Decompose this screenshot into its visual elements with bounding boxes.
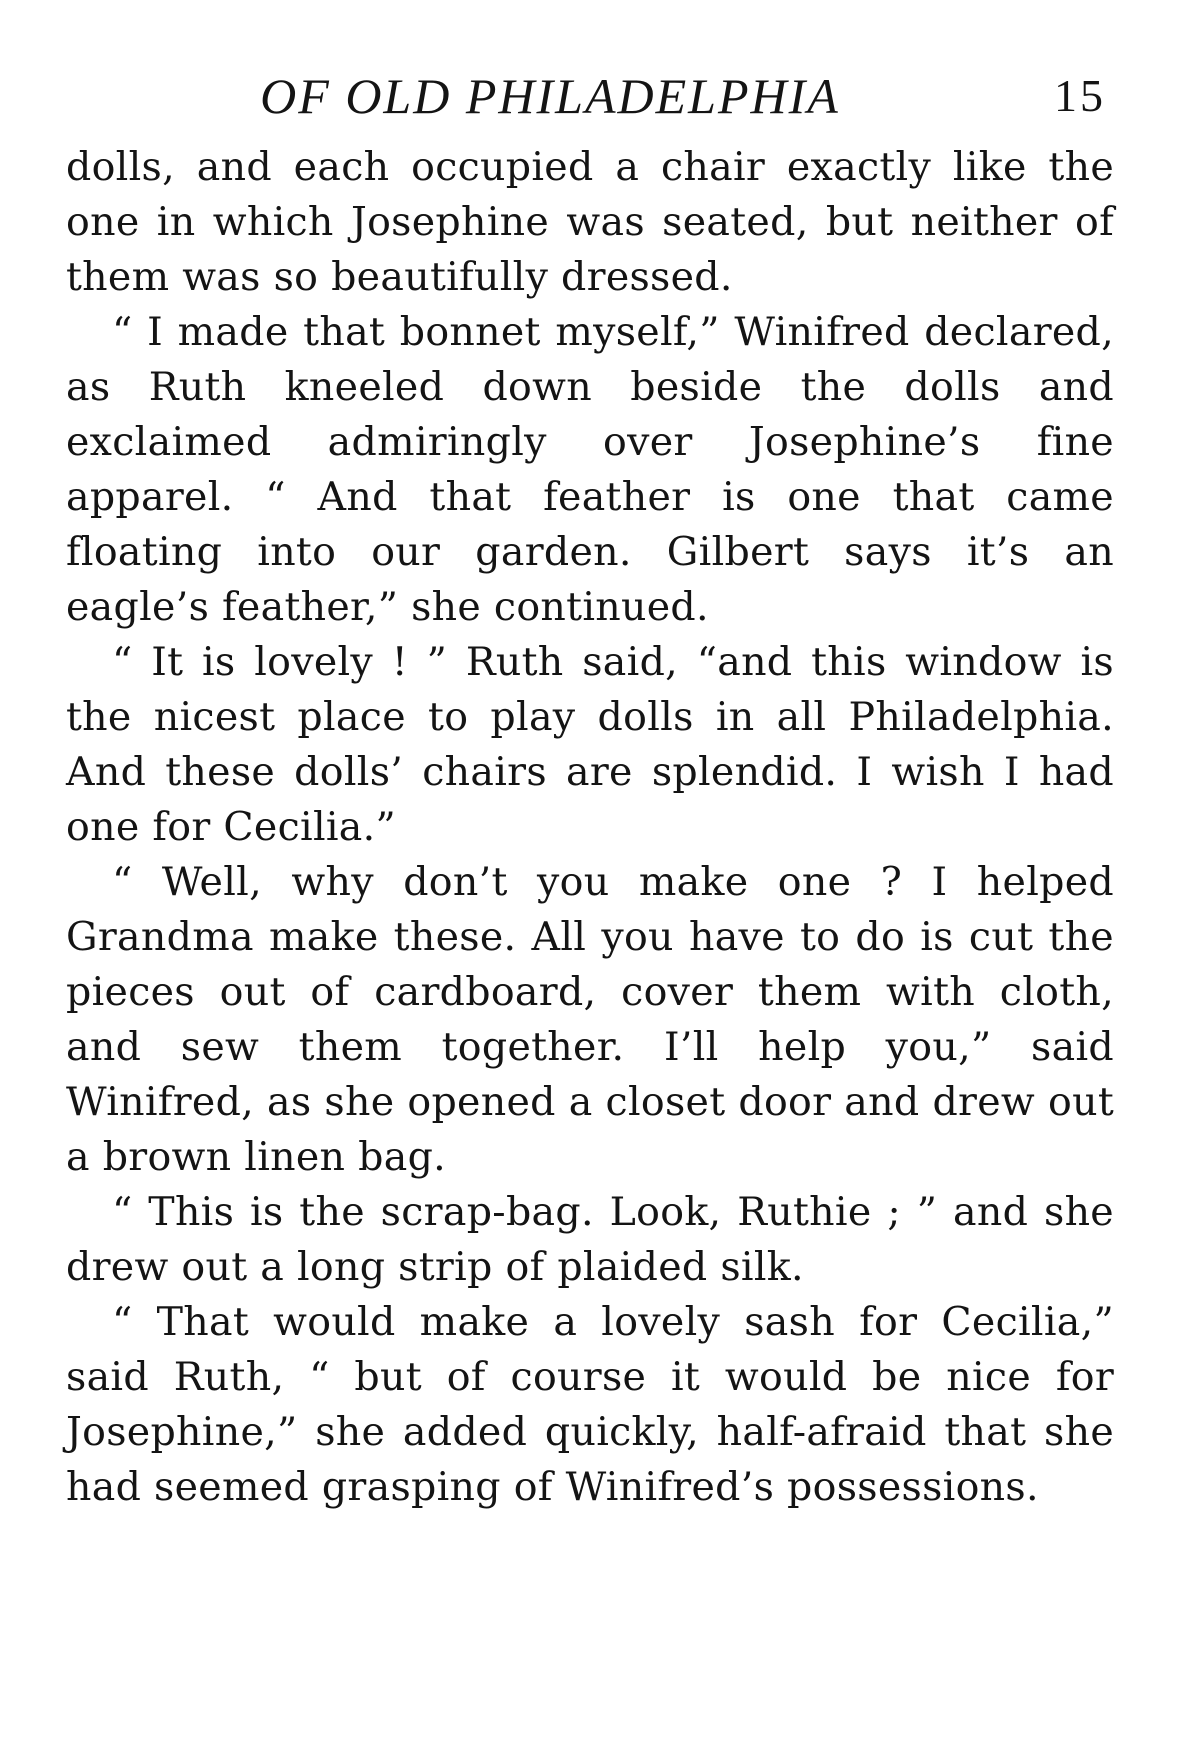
- running-head: [66, 60, 1114, 140]
- paragraph: “ That would make a lovely sash for Cecilia,” said Ruth, “ but of course it would be nice for Josephine,” she added quickly, half-afraid that she had seemed grasping of Winifred’s possessions.: [66, 1299, 1114, 1510]
- paragraph: “ I made that bonnet myself,” Winifred declared, as Ruth kneeled down beside the dolls and exclaimed admiringly over Josephine’s fine apparel. “ And that feather is one that came floating into our garden. Gilbert says it’s an eagle’s feather,” she continued.: [66, 309, 1114, 630]
- paragraph: “ It is lovely ! ” Ruth said, “and this window is the nicest place to play dolls in all Philadelphia. And these dolls’ chairs are splendid. I wish I had one for Cecilia.”: [66, 639, 1114, 850]
- paragraph-continued: dolls, and each occupied a chair exactly like the one in which Josephine was seated, but neither of them was so beautifully dressed.: [66, 144, 1114, 300]
- body-text: [66, 140, 1114, 1515]
- page-number: 15: [1054, 70, 1106, 121]
- paragraph: “ This is the scrap-bag. Look, Ruthie ; ” and she drew out a long strip of plaided silk.: [66, 1189, 1114, 1290]
- running-title: OF OLD PHILADELPHIA: [260, 68, 840, 124]
- book-page: [66, 60, 1114, 1710]
- paragraph: “ Well, why don’t you make one ? I helped Grandma make these. All you have to do is cut the pieces out of cardboard, cover them with cloth, and sew them together. I’ll help you,” said Winifred, as she opened a closet door and drew out a brown linen bag.: [66, 859, 1114, 1180]
